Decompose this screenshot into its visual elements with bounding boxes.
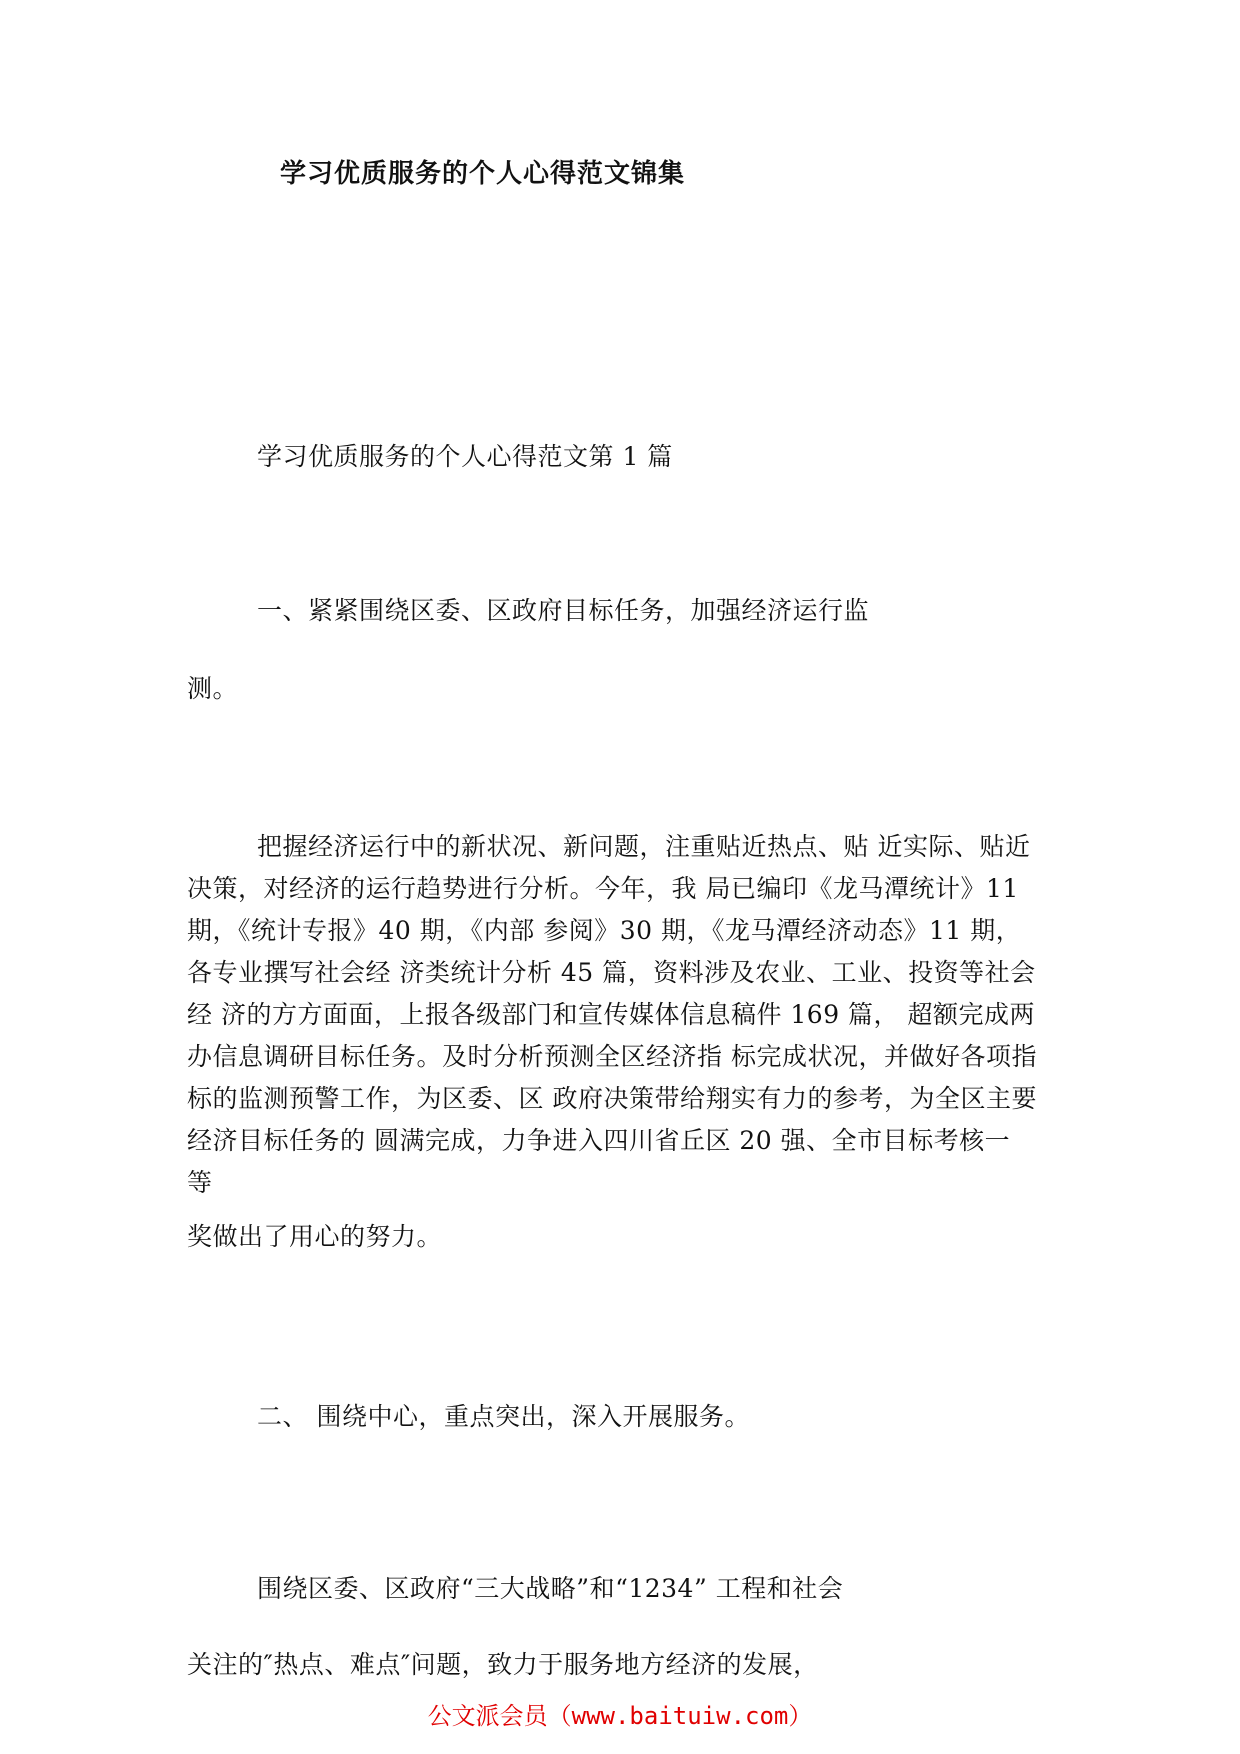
paragraph-1-line: 办信息调研目标任务。及时分析预测全区经济指 标完成状况，并做好各项指 (187, 1042, 1037, 1071)
article-subtitle: 学习优质服务的个人心得范文第 1 篇 (257, 442, 673, 471)
paragraph-1-line: 各专业撰写社会经 济类统计分析 45 篇，资料涉及农业、工业、投资等社会 (187, 958, 1036, 987)
section-1-heading-continued: 测。 (187, 674, 239, 703)
paragraph-1-tail: 奖做出了用心的努力。 (187, 1222, 443, 1251)
paragraph-1-line: 经 济的方方面面，上报各级部门和宣传媒体信息稿件 169 篇， 超额完成两 (187, 1000, 1036, 1029)
footer-close: ） (788, 1702, 813, 1730)
paragraph-1-line: 等 (187, 1168, 213, 1197)
document-title: 学习优质服务的个人心得范文锦集 (280, 159, 686, 189)
paragraph-1-line: 经济目标任务的 圆满完成，力争进入四川省丘区 20 强、全市目标考核一 (187, 1126, 1011, 1155)
section-1-heading: 一、紧紧围绕区委、区政府目标任务，加强经济运行监 (257, 596, 870, 625)
paragraph-2-line: 围绕区委、区政府“三大战略”和“1234” 工程和社会 (257, 1574, 844, 1603)
paragraph-2-line: 关注的″热点、难点″问题，致力于服务地方经济的发展， (187, 1650, 819, 1679)
paragraph-1 (187, 826, 1067, 1204)
section-2-heading: 二、 围绕中心，重点突出，深入开展服务。 (257, 1402, 750, 1431)
paragraph-1-line: 期，《统计专报》40 期，《内部 参阅》30 期，《龙马潭经济动态》11 期， (187, 916, 1022, 945)
paragraph-1-line: 决策，对经济的运行趋势进行分析。今年，我 局已编印《龙马潭统计》11 (187, 874, 1019, 903)
footer-label: 公文派会员（ (427, 1702, 572, 1730)
footer-url[interactable]: www.baituiw.com (571, 1702, 789, 1730)
footer-watermark (0, 1696, 1240, 1736)
paragraph-1-line: 把握经济运行中的新状况、新问题，注重贴近热点、贴 近实际、贴近 (257, 832, 1031, 861)
paragraph-1-line: 标的监测预警工作，为区委、区 政府决策带给翔实有力的参考，为全区主要 (187, 1084, 1037, 1113)
